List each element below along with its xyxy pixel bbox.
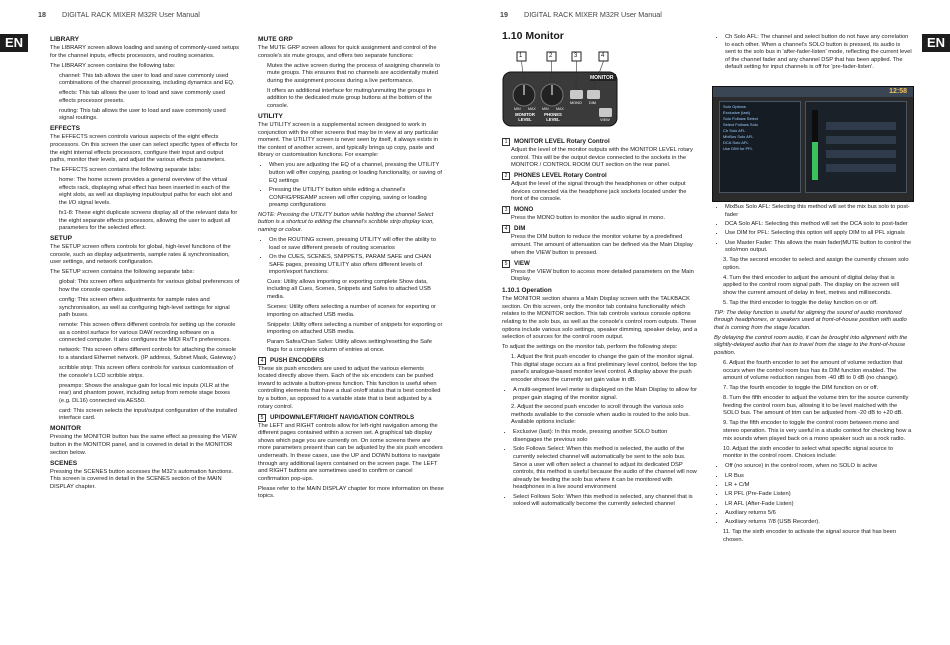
right-page-header [500, 10, 662, 19]
right-page-number: 19 [500, 10, 508, 19]
list-item: • On the CUES, SCENES, SNIPPETS, PARAM SAFE and CHAN SAFE pages, pressing UTILITY also offers different levels of import/export functions: [269, 254, 444, 277]
numbered-step [714, 446, 912, 461]
panel-dim-label: DIM [589, 101, 596, 105]
list-item: • Pressing the UTILITY button while editing a channel's CONFIG/PREAMP screen will offer copying, saving or loading preamp configurations [269, 187, 444, 210]
numbered-step [502, 404, 698, 427]
panel-view-label: VIEW [600, 118, 610, 122]
step-text: Adjust the sixth encoder to select what specific signal source to monitor in the control room. Choices include: [723, 445, 894, 460]
screen-options-list [720, 102, 800, 154]
paragraph: Pressing the SCENES button accesses the M32's automation functions. This screen is covered in detail in the SCENES section of the MAIN DISPLAY chapter. [50, 468, 233, 490]
paragraph: Adjust the level of the signal through the headphones or other output devices connected via the headphone jack sockets located under the front of the console. [511, 181, 687, 203]
screen-option-row: Solo Follows Select [723, 116, 758, 121]
bullet-list [714, 34, 912, 72]
paragraph: The EFFECTS screen contains the following separate tabs: [50, 167, 202, 174]
numbered-step [714, 300, 912, 308]
callout-1: 1 [519, 53, 523, 59]
callout-number: 4 [502, 225, 510, 233]
bullet-list [258, 237, 444, 277]
callout-number: 5 [258, 414, 266, 422]
numbered-step [714, 529, 912, 544]
paragraph: network: This screen offers different controls for attaching the console to a standard Ethernet network. (IP address, Subnet Mask, Gateway.) [59, 347, 237, 361]
step-number: 2. [511, 404, 518, 411]
step-number: 7. [723, 385, 730, 392]
step-text: Adjust the fourth encoder to set the amount of volume reduction that occurs when the control room bus has its DIM function enabled. The amount of volume reduction ranges from -40 dB to 0 dB (no change). [723, 360, 903, 382]
numbered-heading-label: UP/DOWN/LEFT/RIGHT NAVIGATION CONTROLS [270, 413, 415, 421]
paragraph: Please refer to the MAIN DISPLAY chapter for more information on these topics. [258, 485, 444, 500]
list-item: • Solo Follows Select: When this method is selected, the audio of the currently selected channel will automatically be sent to the solo bus. Since a user will often select a channel to adjust its dedicated DSP controls, this method is useful because the audio of the channel will now already be feeding the solo bus where it can be monitored with headphones in a live sound environment [513, 446, 698, 492]
numbered-heading [502, 138, 698, 146]
panel-max-2: MAX [556, 107, 564, 111]
list-item: • Use DIM for PFL: Selecting this option will apply DIM to all PFL signals [725, 230, 912, 238]
callout-2: 2 [549, 53, 553, 59]
screen-option-row: DCA Solo AFL [723, 140, 749, 145]
numbered-heading-label: VIEW [514, 259, 530, 267]
left-manual-title: DIGITAL RACK MIXER M32R User Manual [62, 10, 200, 19]
lang-tab-left: EN [0, 34, 28, 52]
list-item: • LR + C/M [725, 482, 912, 490]
list-item: • Select Follows Solo: When this method is selected, any channel that is soloed will automatically become the currently selected channel [513, 494, 698, 509]
section-heading: MUTE GRP [258, 36, 293, 43]
list-item: • When you are adjusting the EQ of a channel, pressing the UTILITY button will offer copying, pasting or loading functionality, or saving of EQ settings [269, 162, 444, 185]
numbered-step [502, 354, 698, 384]
paragraph: Press the MONO button to monitor the audio signal in mono. [511, 215, 666, 222]
step-number: 4. [723, 274, 730, 281]
paragraph: config: This screen offers adjustments for sample rates and synchronisation, as well as configuring high-level settings for signal path buses. [59, 297, 230, 319]
step-text: Tap the sixth encoder to activate the signal source that has been chosen. [723, 529, 897, 543]
step-number: 9. [723, 420, 730, 427]
main-display-screenshot [712, 86, 914, 202]
paragraph: The SETUP screen offers controls for global, high-level functions of the console, such as display adjustments, sample rates & synchronisation, user settings, and network configuration. [50, 244, 231, 266]
step-text: Turn the third encoder to adjust the amount of digital delay that is applied to the control room signal path. The display on the screen will show the current amount of delay in feet, metres and milliseconds. [723, 274, 900, 296]
list-item: • Exclusive (last): In this mode, pressing another SOLO button disengages the previous solo [513, 429, 698, 444]
bullet-list [502, 387, 698, 402]
bullet-list [714, 204, 912, 255]
numbered-heading-label: MONO [514, 206, 534, 214]
section-heading: MONITOR [50, 425, 82, 433]
paragraph: The EFFECTS screen controls various aspects of the eight effects processors. On this screen the user can select specific types of effects for the eight internal effects processors, configure their input and output paths, monitor their levels, and adjust the various effects parameters. [50, 134, 238, 164]
numbered-step [714, 275, 912, 298]
paragraph: Mutes the active screen during the process of assigning channels to mute groups. This ensures that no channels are accidentally muted during the assignment process during a live performance. [267, 62, 440, 84]
callout-number: 1 [502, 138, 510, 146]
screen-option-row: Exclusive (last) [723, 110, 750, 115]
callout-number: 5 [502, 260, 510, 268]
list-item: • On the ROUTING screen, pressing UTILITY will offer the ability to load or save different presets of routing scenarios [269, 237, 444, 252]
panel-knob2-label: PHONES LEVEL [544, 112, 562, 122]
step-number: 3. [723, 256, 730, 263]
paragraph: Pressing the MONITOR button has the same effect as pressing the VIEW button in the MONITOR panel, and is covered in detail in the MONITOR section below. [50, 434, 237, 456]
column-right-page-1 [502, 30, 698, 47]
paragraph: These six push encoders are used to adjust the various elements located directly above them. Each of the six encoders can be pushed inward to activate a button-press function. This function is useful when controlling elements that have a dual on/off status that is best controlled by a button, as opposed to a variable state that is best adjusted by a rotary control. [258, 365, 441, 410]
paragraph: It offers an additional interface for muting/unmuting the groups in addition to the dedicated mute group buttons at the bottom of the console. [267, 87, 432, 110]
column-left-page-1 [50, 34, 240, 494]
section-heading: EFFECTS [50, 125, 81, 133]
list-item: • MixBus Solo AFL: Selecting this method will set the mix bus solo to post-fader [725, 204, 912, 219]
section-heading: SCENES [50, 459, 78, 467]
column-left-page-2 [258, 34, 444, 503]
step-text: Adjust the first push encoder to change the gain of the monitor signal. This digital stage occurs as a first preliminary level control, before the top panel's analogue-based monitor level control. A display above the push encoder shows the currently set gain value in dB. [511, 354, 697, 383]
numbered-heading [502, 260, 698, 268]
section-heading: SETUP [50, 235, 72, 243]
numbered-heading-label: MONITOR LEVEL Rotary Control [514, 138, 610, 145]
paragraph: The MUTE GRP screen allows for quick assignment and control of the console's six mute groups, and offers two separate functions: [258, 45, 437, 59]
callout-number: 2 [502, 172, 510, 180]
step-text: Tap the third encoder to toggle the delay function on or off. [729, 299, 878, 306]
list-item: • DCA Solo AFL: Selecting this method will set the DCA solo to post-fader [725, 221, 912, 229]
paragraph: The MONITOR section shares a Main Display screen with the TALKBACK section. On this screen, only the monitor tab contains functionality which relates to the MONITOR section. This tab controls various console options relating to the solo bus, as well as the console's control room outputs. These options include various solo settings, speaker dimming, speaker delay, and a selection of sources for the control room output. [502, 296, 698, 341]
list-item: • Auxiliary returns 5/6 [725, 510, 912, 518]
numbered-heading [258, 414, 444, 422]
bullet-list [714, 463, 912, 527]
screen-clock: 12:58 [889, 88, 907, 95]
step-number: 8. [723, 395, 730, 402]
step-number: 6. [723, 360, 730, 367]
paragraph: Press the VIEW button to access more detailed parameters on the Main Display. [511, 268, 694, 283]
numbered-heading [258, 357, 444, 365]
list-item: • Ch Solo AFL: The channel and select button do not have any correlation to each other. When a channel's SOLO button is pressed, its audio is sent to the solo bus in 'after-fader-listen' mode, reflecting the current level of the channel fader and any channel DSP that has been applied. The default setting for input channels is off for 'pre-fader-listen'. [725, 34, 912, 72]
numbered-step [714, 360, 912, 383]
list-item: • Off (no source) in the control room, when no SOLO is active [725, 463, 912, 471]
paragraph: Snippets: Utility offers selecting a number of snippets for exporting or importing on attached USB media. [267, 321, 443, 336]
paragraph: scribble strip: This screen offers controls for various customisation of the console's LCD scribble strips. [59, 364, 234, 379]
step-number: 10. [723, 445, 733, 452]
paragraph: Press the DIM button to reduce the monitor volume by a predefined amount. The amount of attenuation can be defined via the Main Display when the VIEW button is pressed. [511, 234, 693, 256]
paragraph: The UTILITY screen is a supplemental screen designed to work in conjunction with the other screens that may be in view at any particular moment. The UTILITY screen is never seen by itself, it always exists in the context of another screen, and typically brings up copy, paste and library or customisation functions. For example: [258, 122, 439, 159]
section-title: 1.10 Monitor [502, 30, 564, 42]
callout-number: 3 [502, 206, 510, 214]
panel-min-2: MIN [542, 107, 549, 111]
paragraph: remote: This screen offers different controls for setting up the console as a control surface for various DAW recording software on a connected computer. It also configures the MIDI Rx/Tx preferences. [59, 322, 236, 344]
numbered-step [714, 420, 912, 443]
paragraph: Param Safes/Chan Safes: Utility allows setting/resetting the Safe flags for a complete column of entries at once. [267, 339, 432, 353]
panel-min-1: MIN [514, 107, 521, 111]
step-text: Tap the fourth encoder to toggle the DIM function on or off. [729, 385, 879, 392]
paragraph: The SETUP screen contains the following separate tabs: [50, 269, 195, 276]
bullet-list [258, 162, 444, 209]
lang-tab-right: EN [922, 34, 950, 52]
panel-knob1-label: MONITOR LEVEL [515, 112, 535, 122]
paragraph: effects: This tab allows the user to load and save commonly used effects processor presets. [59, 90, 225, 104]
callout-4: 4 [601, 53, 605, 59]
panel-title: MONITOR [590, 75, 614, 81]
paragraph: The LIBRARY screen contains the following tabs: [50, 62, 176, 69]
panel-mono-label: MONO [570, 101, 582, 105]
screen-option-row: Use DIM for PFL [723, 146, 753, 151]
numbered-heading-label: PUSH ENCODERS [270, 356, 324, 364]
numbered-heading [502, 225, 698, 233]
paragraph: card: This screen selects the input/output configuration of the installed interface card. [59, 407, 237, 422]
list-item: • LR PFL (Pre-Fade Listen) [725, 491, 912, 499]
list-item: • LR AFL (After-Fade Listen) [725, 501, 912, 509]
paragraph: global: This screen offers adjustments for various global preferences of how the console operates. [59, 279, 240, 294]
paragraph: The LIBRARY screen allows loading and saving of commonly-used setups for the channel inputs, effects processors, and routing scenarios. [50, 45, 240, 59]
section-heading: LIBRARY [50, 36, 80, 43]
section-heading: UTILITY [258, 113, 283, 121]
paragraph: routing: This tab allows the user to load and save commonly used signal routings. [59, 107, 226, 122]
paragraph: channel: This tab allows the user to load and save commonly used combinations of the channel processing, including dynamics and EQ. [59, 72, 235, 87]
paragraph: Cues: Utility allows importing or exporting complete Show data, including all Cues, Scenes, Snippets and Safes to attached USB media. [267, 278, 431, 300]
column-right-page-2-top [714, 34, 912, 74]
numbered-step [714, 385, 912, 393]
right-manual-title: DIGITAL RACK MIXER M32R User Manual [524, 10, 662, 19]
step-text: Tap the fifth encoder to toggle the control room between mono and stereo operation. This is very useful in a studio context for checking how a mix sounds when played back on a mono speaker such as a rock radio. [723, 420, 912, 442]
numbered-heading-label: DIM [514, 225, 526, 233]
paragraph: fx1-8: These eight duplicate screens display all of the relevant data for the eight separate effects processors, allowing the user to adjust all parameters for the selected effect. [59, 210, 238, 232]
left-page-header [38, 10, 200, 19]
step-number: 11. [723, 529, 733, 536]
paragraph: preamps: Shows the analogue gain for local mic inputs (XLR at the rear) and phantom power, including setup from remote stage boxes (e.g. DL16) connected via AES50. [59, 382, 230, 404]
step-text: Tap the second encoder to select and assign the currently chosen solo option. [723, 256, 909, 271]
paragraph: NOTE: Pressing the UTILITY button while holding the channel Select button is a shortcut to editing the channel's scribble strip display icon, naming or colour. [258, 211, 434, 234]
list-item: • Use Master Fader: This allows the main fader|MUTE button to control the solo/mon output. [725, 240, 912, 255]
numbered-heading [502, 206, 698, 214]
numbered-heading-label: PHONES LEVEL Rotary Control [514, 172, 607, 180]
numbered-step [714, 395, 912, 418]
list-item: • LR Bus [725, 473, 912, 481]
step-text: Adjust the second push encoder to scroll through the various solo methods available to the console when audio is routed to the solo bus. Available options include: [511, 404, 691, 426]
paragraph: Adjust the level of the monitor outputs with the MONITOR LEVEL rotary control. This will be the output device connected to the sockets in the MONITOR / CONTROL ROOM OUT section on the rear panel. [511, 147, 693, 169]
monitor-panel-illustration [502, 50, 618, 128]
list-item: • A multi-segment level meter is displayed on the Main Display to allow for proper gain staging of the monitor signal. [513, 387, 698, 402]
paragraph: Scenes: Utility offers selecting a number of scenes for exporting or importing on attached USB media. [267, 303, 436, 318]
paragraph: By delaying the control room audio, it can be brought into alignment with the slightly-delayed audio that has to travel from the stage to the front-of-house position. [714, 334, 908, 357]
list-item: • Auxiliary returns 7/8 (USB Recorder). [725, 519, 912, 527]
callout-number: 4 [258, 357, 266, 365]
callout-3: 3 [574, 53, 578, 59]
bullet-list [502, 429, 698, 509]
screen-option-row: Select Follows Solo [723, 122, 758, 127]
paragraph: TIP: The delay function is useful for aligning the sound of audio monitored through headphones, or speakers used at front-of-house position with audio that is coming from the stage location. [714, 309, 907, 331]
screen-option-row: Solo Options [723, 104, 746, 109]
paragraph: The LEFT and RIGHT controls allow for left-right navigation among the different pages contained within a screen set. A graphical tab display shows which page you are currently on. On some screens there are more parameters present than can be adjusted by the six push encoders underneath. In these cases, use the UP and DOWN buttons to navigate through any additional layers contained on the screen page. The LEFT and RIGHT buttons are sometimes used to confirm or cancel confirmation pop-ups. [258, 422, 443, 482]
step-number: 1. [511, 354, 518, 361]
numbered-heading [502, 172, 698, 180]
column-right-page-2-body [714, 204, 912, 547]
panel-max-1: MAX [528, 107, 536, 111]
paragraph: To adjust the settings on the monitor tab, perform the following steps: [502, 344, 678, 351]
subsection-heading: 1.10.1 Operation [502, 286, 552, 294]
numbered-step [714, 257, 912, 272]
step-text: Turn the fifth encoder to adjust the volume trim for the source currently feeding the control room bus, allowing it to be level matched with the SOLO bus. The amount of trim can be adjusted from -20 dB to +20 dB. [723, 395, 909, 417]
screen-option-row: MixBus Solo AFL [723, 134, 754, 139]
paragraph: home: The home screen provides a general overview of the virtual effects rack, displaying what effect has been inserted in each of the eight slots, as well as displaying input/output paths for each slot and the I/O signal levels. [59, 177, 232, 207]
step-number: 5. [723, 299, 730, 306]
screen-option-row: Ch Solo AFL [723, 128, 746, 133]
column-right-page-1-body [502, 136, 698, 511]
left-page-number: 18 [38, 10, 46, 19]
